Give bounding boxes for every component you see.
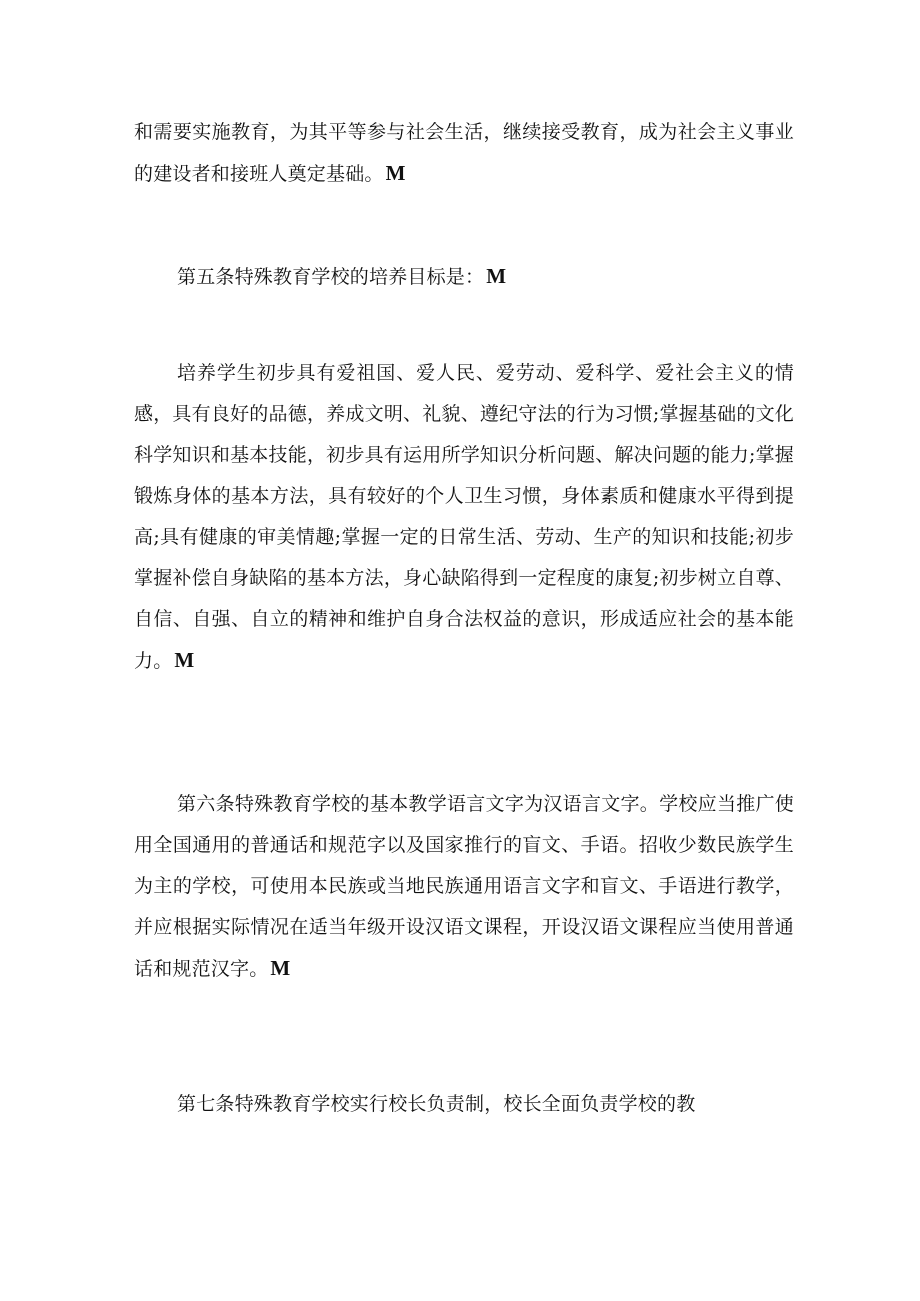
paragraph-text: 培养学生初步具有爱祖国、爱人民、爱劳动、爱科学、爱社会主义的情感，具有良好的品德，养成文明、礼貌、遵纪守法的行为习惯;掌握基础的文化科学知识和基本技能，初步具有运用所学知识分析问题、解决问题的能力;掌握锻炼身体的基本方法，具有较好的个人卫生习惯，身体素质和健康水平得到提高;具有健康的审美情趣;掌握一定的日常生活、劳动、生产的知识和技能;初步掌握补偿自身缺陷的基本方法，身心缺陷得到一定程度的康复;初步树立自尊、自信、自强、自立的精神和维护自身合法权益的意识，形成适应社会的基本能力。: [134, 362, 794, 672]
article-5-body: [134, 353, 794, 682]
article-5-heading: [134, 256, 794, 298]
article-7: [134, 1084, 794, 1125]
paragraph-continuation: [134, 112, 794, 195]
paragraph-text: 和需要实施教育，为其平等参与社会生活，继续接受教育，成为社会主义事业的建设者和接班人奠定基础。: [134, 121, 794, 185]
paragraph-end-mark: M: [385, 161, 406, 185]
paragraph-text: 第七条特殊教育学校实行校长负责制，校长全面负责学校的教: [177, 1093, 696, 1115]
paragraph-text: 第五条特殊教育学校的培养目标是：: [177, 266, 485, 288]
article-6: [134, 784, 794, 990]
paragraph-end-mark: M: [174, 648, 195, 672]
paragraph-end-mark: M: [270, 956, 291, 980]
paragraph-text: 第六条特殊教育学校的基本教学语言文字为汉语言文字。学校应当推广使用全国通用的普通话和规范字以及国家推行的盲文、手语。招收少数民族学生为主的学校，可使用本民族或当地民族通用语言文字和盲文、手语进行教学，并应根据实际情况在适当年级开设汉语文课程，开设汉语文课程应当使用普通话和规范汉字。: [134, 793, 794, 980]
paragraph-end-mark: M: [486, 264, 507, 288]
